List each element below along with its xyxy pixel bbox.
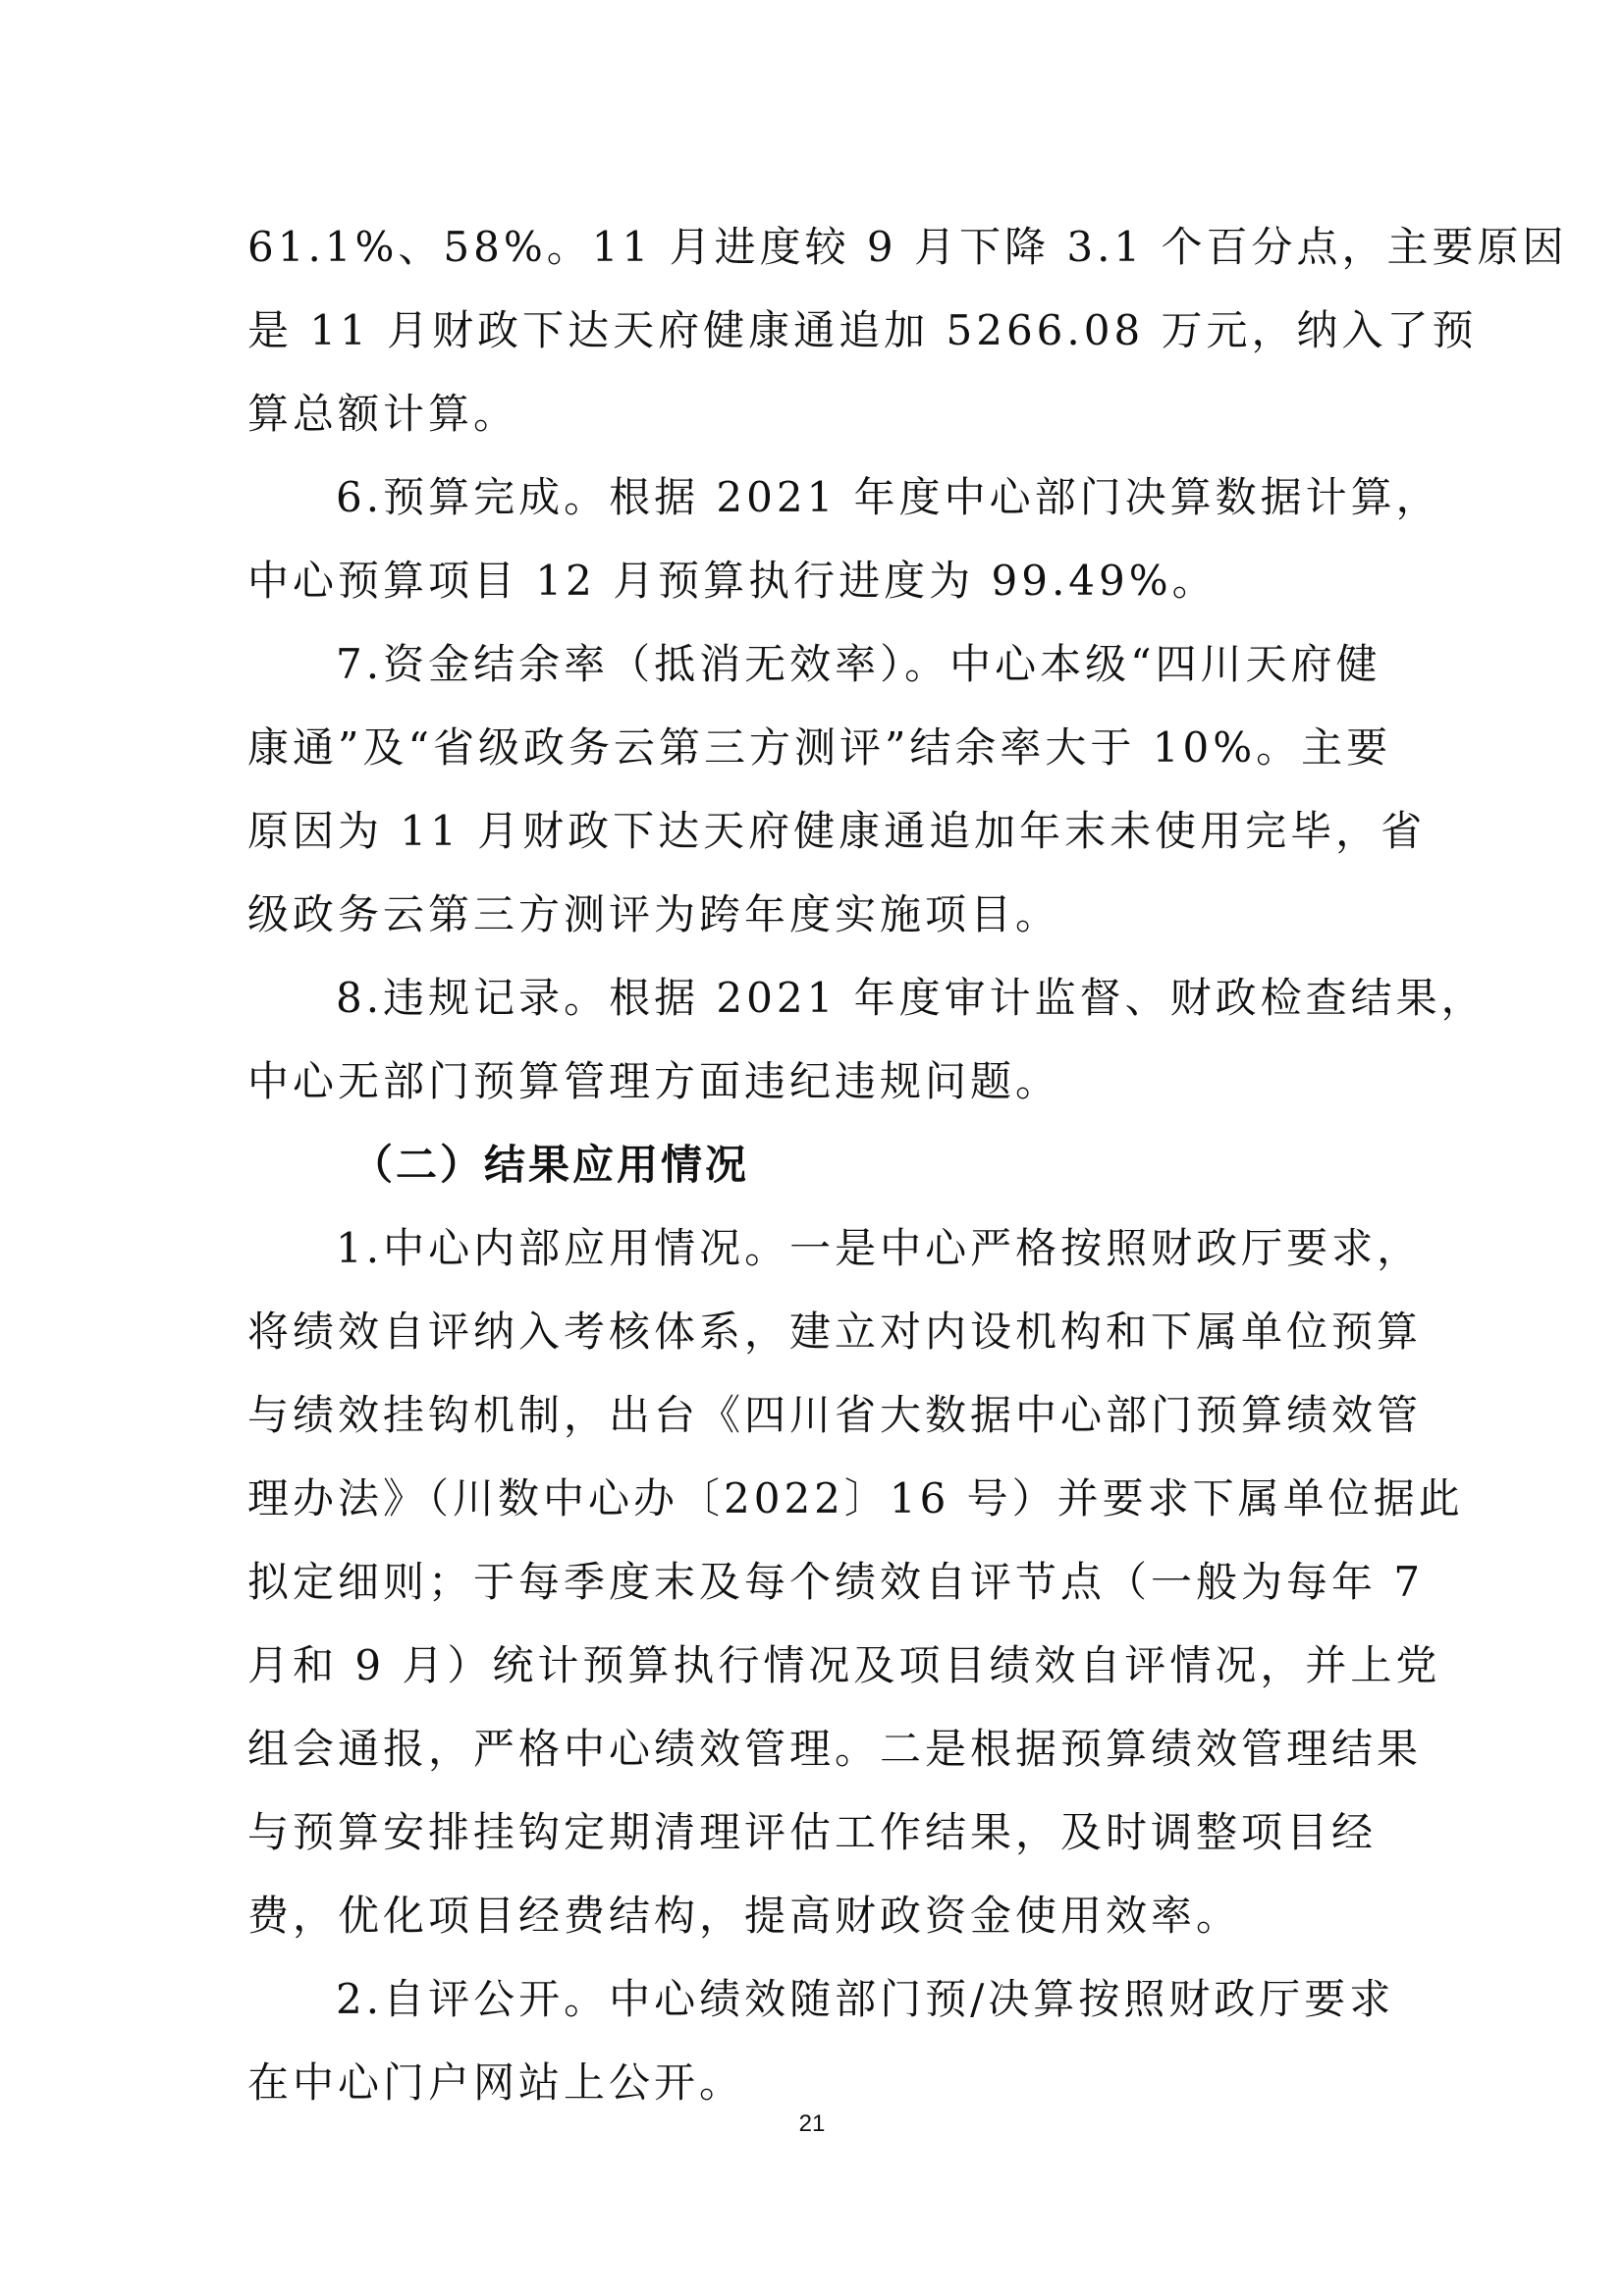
paragraph-2-start: 2.自评公开。中心绩效随部门预/决算按照财政厅要求 xyxy=(336,1975,1395,2023)
paragraph-8-start: 8.违规记录。根据 2021 年度审计监督、财政检查结果， xyxy=(336,974,1487,1022)
body-text-line: 与预算安排挂钩定期清理评估工作结果，及时调整项目经 xyxy=(247,1808,1378,1856)
body-text-line: 61.1%、58%。11 月进度较 9 月下降 3.1 个百分点，主要原因 xyxy=(247,223,1568,271)
body-text-line: 康通”及“省级政务云第三方测评”结余率大于 10%。主要 xyxy=(247,723,1392,772)
page-number: 21 xyxy=(798,2110,826,2137)
body-text-line: 费，优化项目经费结构，提高财政资金使用效率。 xyxy=(247,1892,1242,1940)
body-text-line: 组会通报，严格中心绩效管理。二是根据预算绩效管理结果 xyxy=(247,1725,1423,1773)
body-text-line: 月和 9 月）统计预算执行情况及项目绩效自评情况，并上党 xyxy=(247,1641,1441,1689)
body-text-line: 与绩效挂钩机制，出台《四川省大数据中心部门预算绩效管 xyxy=(247,1391,1423,1439)
body-text-line: 算总额计算。 xyxy=(247,390,519,438)
paragraph-1-start: 1.中心内部应用情况。一是中心严格按照财政厅要求， xyxy=(336,1224,1423,1272)
section-heading: （二）结果应用情况 xyxy=(352,1141,750,1189)
body-text-line: 将绩效自评纳入考核体系，建立对内设机构和下属单位预算 xyxy=(247,1308,1423,1356)
body-text-line: 在中心门户网站上公开。 xyxy=(247,2058,745,2107)
body-text-line: 中心预算项目 12 月预算执行进度为 99.49%。 xyxy=(247,557,1218,605)
body-text-line: 是 11 月财政下达天府健康通追加 5266.08 万元，纳入了预 xyxy=(247,306,1478,354)
body-text-line: 理办法》（川数中心办〔2022〕16 号）并要求下属单位据此 xyxy=(247,1474,1464,1522)
body-text-line: 拟定细则；于每季度末及每个绩效自评节点（一般为每年 7 xyxy=(247,1558,1425,1606)
body-text-line: 级政务云第三方测评为跨年度实施项目。 xyxy=(247,890,1061,938)
paragraph-6-start: 6.预算完成。根据 2021 年度中心部门决算数据计算， xyxy=(336,473,1441,521)
paragraph-7-start: 7.资金结余率（抵消无效率）。中心本级“四川天府健 xyxy=(336,640,1381,688)
body-text-line: 中心无部门预算管理方面违纪违规问题。 xyxy=(247,1057,1061,1105)
body-text-line: 原因为 11 月财政下达天府健康通追加年末未使用完毕，省 xyxy=(247,807,1427,855)
